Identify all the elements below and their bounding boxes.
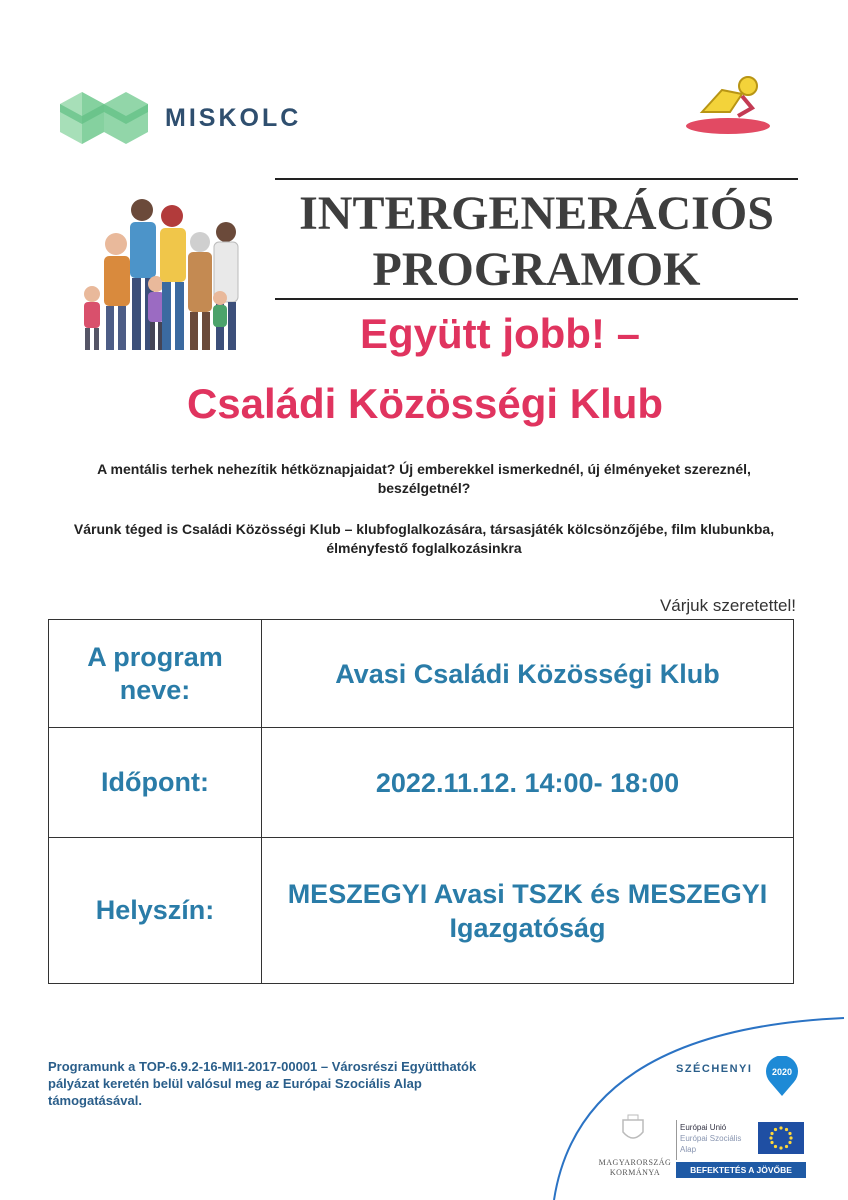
government-label: MAGYARORSZÁG KORMÁNYA: [598, 1158, 672, 1177]
time-value: 2022.11.12. 14:00- 18:00: [262, 728, 794, 838]
title-bottom-rule: [275, 298, 798, 300]
funding-note: Programunk a TOP-6.9.2-16-MI1-2017-00001 – Városrészi Együtthatók pályázat keretén belül valósul meg az Európai Szociális Alap támogatásával.: [48, 1059, 477, 1108]
location-value: MESZEGYI Avasi TSZK és MESZEGYI Igazgatóság: [262, 838, 794, 984]
eu-flag-icon: [758, 1122, 804, 1154]
title-line-1: INTERGENERÁCIÓS: [299, 187, 774, 240]
snowboarder-logo-icon: [682, 72, 774, 138]
subtitle-line-2: Családi Közösségi Klub: [186, 380, 664, 427]
szechenyi-label: SZÉCHENYI: [676, 1063, 753, 1075]
eu-line-3: Alap: [680, 1145, 697, 1154]
eu-text-block: [680, 1122, 754, 1155]
main-title: [275, 186, 798, 298]
closing-text: Várjuk szeretettel!: [659, 596, 796, 615]
title-top-rule: [275, 178, 798, 180]
table-row: [49, 728, 794, 838]
city-logo-text: MISKOLC: [165, 104, 302, 132]
miskolc-logo-icon: [60, 92, 148, 144]
title-line-2: PROGRAMOK: [372, 243, 701, 296]
location-label: Helyszín:: [49, 838, 262, 984]
subtitle-line-1: Együtt jobb! –: [360, 310, 640, 357]
program-name-value: Avasi Családi Közösségi Klub: [262, 620, 794, 728]
program-name-label: A program neve:: [49, 620, 262, 728]
time-label: Időpont:: [49, 728, 262, 838]
program-info-table: [48, 619, 794, 984]
family-illustration: [72, 186, 250, 358]
table-row: [49, 838, 794, 984]
table-row: [49, 620, 794, 728]
intro-paragraph-2: Várunk téged is Családi Közösségi Klub – klubfoglalkozására, társasjáték kölcsönzőjébe, film klubunkba, élményfestő foglalkozásinkra: [73, 521, 775, 556]
invest-banner: BEFEKTETÉS A JÖVŐBE: [676, 1162, 806, 1178]
szechenyi-year: 2020: [771, 1067, 793, 1077]
szechenyi-badge: [764, 1056, 800, 1096]
eu-line-2: Európai Szociális: [680, 1134, 742, 1143]
hungarian-crest-icon: [616, 1112, 650, 1146]
intro-paragraph-1: A mentális terhek nehezítik hétköznapjaidat? Új emberekkel ismerkednél, új élményeket szereznél, beszélgetnél?: [97, 461, 751, 496]
eu-line-1: Európai Unió: [680, 1123, 727, 1132]
